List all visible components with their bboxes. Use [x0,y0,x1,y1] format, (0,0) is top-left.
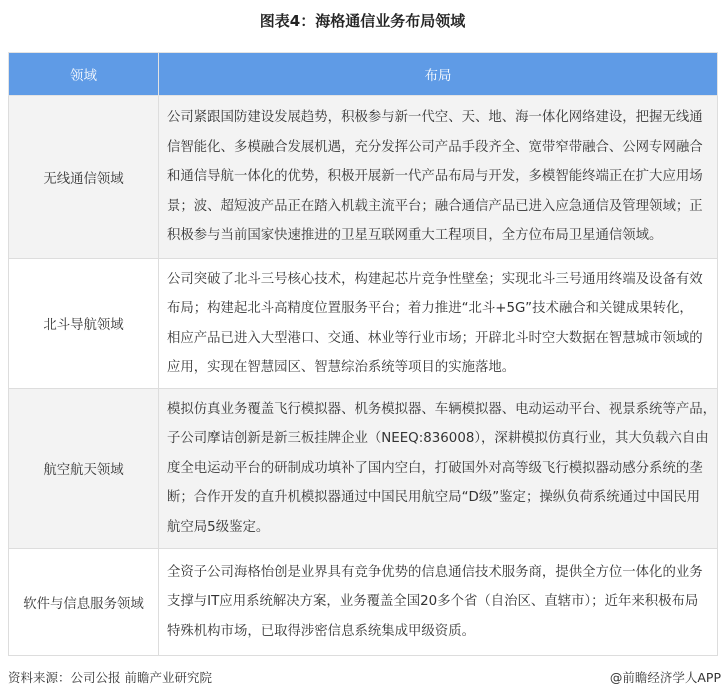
table-row [9,259,718,389]
layout-text-line: 子公司摩诘创新是新三板挂牌企业（NEEQ:836008），深耕模拟仿真行业，其大负载六自由 [167,431,709,447]
field-cell: 软件与信息服务领域 [9,549,159,656]
layout-text-line: 度全电运动平台的研制成功填补了国内空白，打破国外对高等级飞行模拟器动感分系统的垄 [167,460,703,476]
header-layout: 布局 [159,53,718,96]
layout-text-line: 特殊机构市场，已取得涉密信息系统集成甲级资质。 [167,623,475,639]
layout-text-line: 公司突破了北斗三号核心技术，构建起芯片竞争性壁垒；实现北斗三号通用终端及设备有效 [167,271,703,287]
layout-cell [159,389,718,549]
layout-text-line: 公司紧跟国防建设发展趋势，积极参与新一代空、天、地、海一体化网络建设，把握无线通 [167,110,703,126]
figure-title: 图表4：海格通信业务布局领域 [259,12,466,30]
brand-credit: @前瞻经济学人APP [609,670,721,685]
header-field: 领域 [9,53,159,96]
field-cell: 航空航天领域 [9,389,159,549]
layout-text-line: 全资子公司海格怡创是业界具有竞争优势的信息通信技术服务商，提供全方位一体化的业务 [167,564,703,580]
table-header-row [9,53,718,96]
layout-text-line: 支撑与IT应用系统解决方案，业务覆盖全国20多个省（自治区、直辖市）；近年来积极布局 [167,594,699,610]
layout-cell [159,259,718,389]
layout-cell [159,96,718,259]
source-note: 资料来源：公司公报 前瞻产业研究院 [8,670,212,685]
field-cell: 无线通信领域 [9,96,159,259]
layout-text-line: 积极参与当前国家快速推进的卫星互联网重大工程项目，全方位布局卫星通信领域。 [167,228,663,244]
business-layout-table [8,52,718,656]
layout-text-line: 布局；构建起北斗高精度位置服务平台；着力推进“北斗+5G”技术融合和关键成果转化， [167,301,693,316]
table-row [9,549,718,656]
field-cell: 北斗导航领域 [9,259,159,389]
layout-cell [159,549,718,656]
layout-text-line: 景；波、超短波产品正在踏入机载主流平台；融合通信产品已进入应急通信及管理领域；正 [167,198,703,214]
layout-text-line: 断；合作开发的直升机模拟器通过中国民用航空局“D级”鉴定；操纵负荷系统通过中国民用 [167,490,701,506]
layout-text-line: 应用，实现在智慧园区、智慧综治系统等项目的实施落地。 [167,360,516,375]
table-row [9,96,718,259]
layout-text-line: 信智能化、多模融合发展机遇，充分发挥公司产品手段齐全、宽带窄带融合、公网专网融合 [167,139,703,155]
table-row [9,389,718,549]
layout-text-line: 航空局5级鉴定。 [167,519,270,535]
layout-text-line: 相应产品已进入大型港口、交通、林业等行业市场；开辟北斗时空大数据在智慧城市领域的 [167,330,703,346]
layout-text-line: 模拟仿真业务覆盖飞行模拟器、机务模拟器、车辆模拟器、电动运动平台、视景系统等产品， [167,401,717,417]
layout-text-line: 和通信导航一体化的优势，积极开展新一代产品布局与开发，多模智能终端正在扩大应用场 [167,169,703,185]
